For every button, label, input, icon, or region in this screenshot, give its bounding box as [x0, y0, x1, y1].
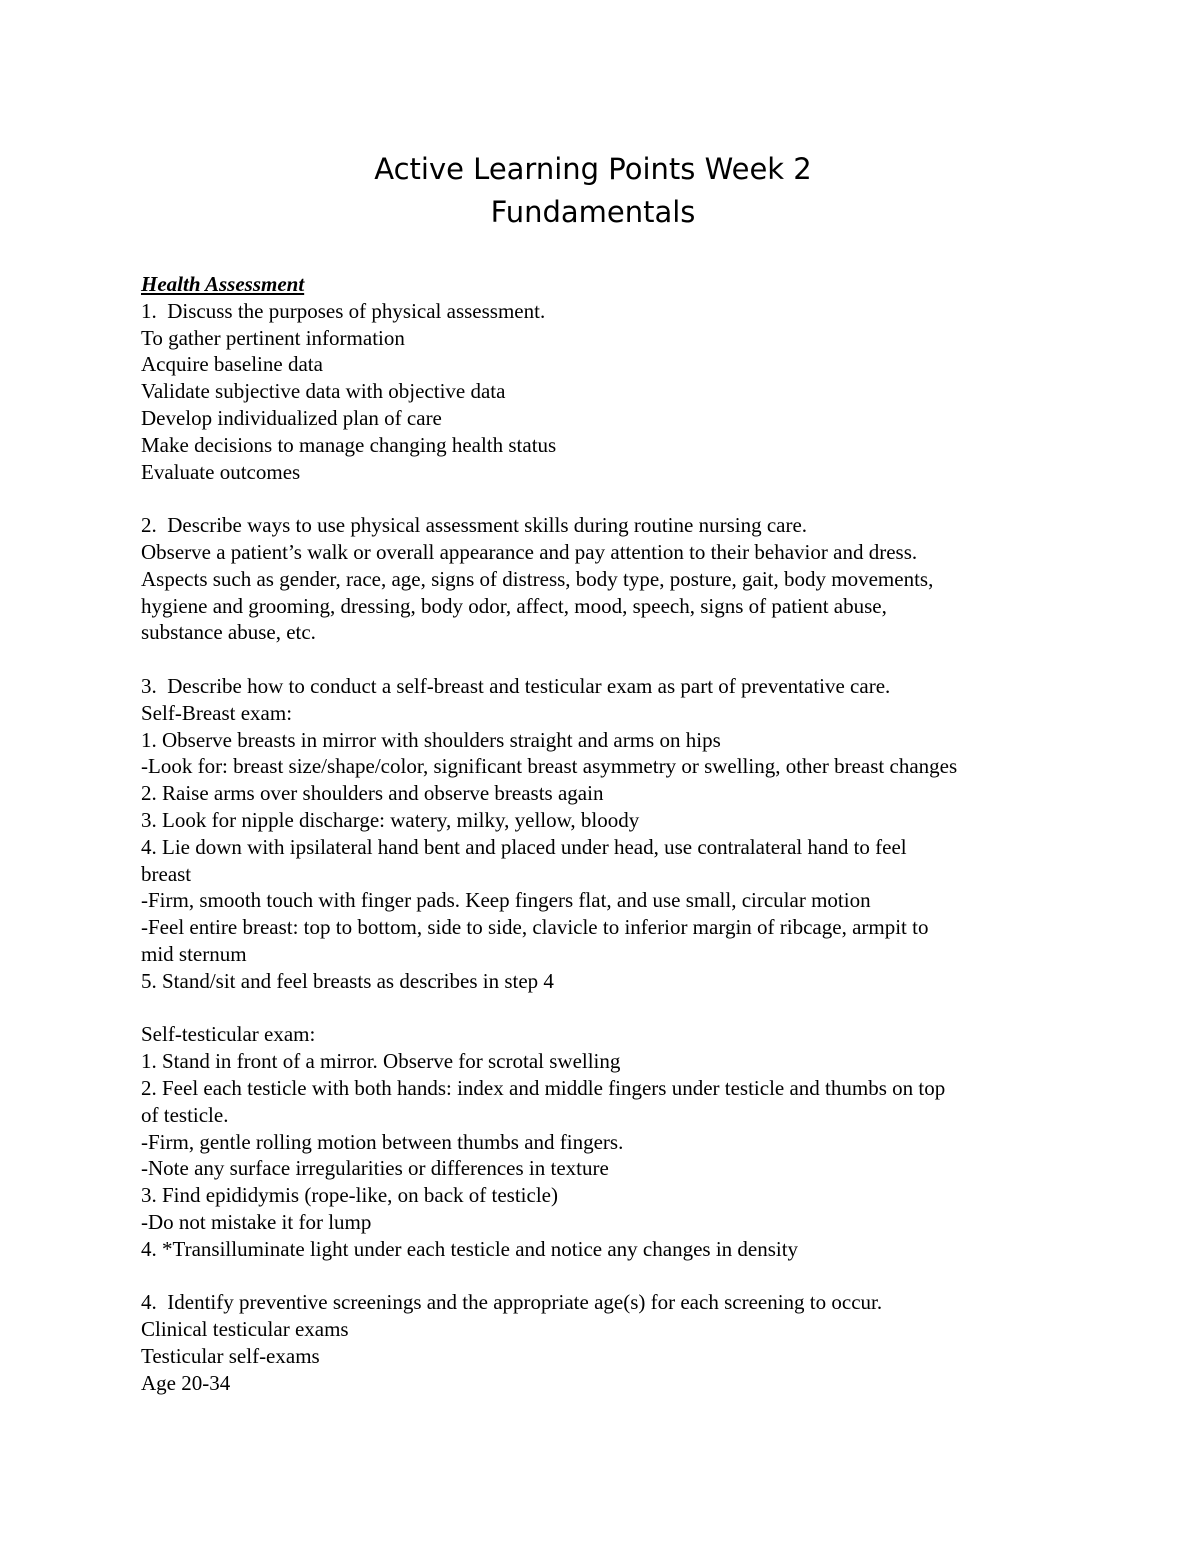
- answer-line: Evaluate outcomes: [141, 459, 301, 484]
- blank-line: [141, 646, 1101, 673]
- answer-line: Validate subjective data with objective data: [141, 379, 506, 404]
- answer-line: 5. Stand/sit and feel breasts as describes in step 4: [141, 968, 554, 993]
- answer-line: 2. Raise arms over shoulders and observe breasts again: [141, 781, 604, 806]
- answer-line: -Firm, gentle rolling motion between thumbs and fingers.: [141, 1129, 624, 1154]
- answer-line: Develop individualized plan of care: [141, 405, 442, 430]
- answer-line: 1. Stand in front of a mirror. Observe for scrotal swelling: [141, 1049, 621, 1074]
- document-body: [141, 271, 1101, 1396]
- answer-line: To gather pertinent information: [141, 325, 405, 350]
- question-2-prompt: 2. Describe ways to use physical assessment skills during routine nursing care.: [141, 513, 808, 538]
- answer-line: Make decisions to manage changing health status: [141, 432, 557, 457]
- document-title: [0, 148, 1186, 234]
- answer-line: 4. *Transilluminate light under each testicle and notice any changes in density: [141, 1236, 799, 1261]
- answer-line: hygiene and grooming, dressing, body odor, affect, mood, speech, signs of patient abuse,: [141, 593, 887, 618]
- answer-line: Observe a patient’s walk or overall appearance and pay attention to their behavior and dress.: [141, 539, 918, 564]
- question-4-prompt: 4. Identify preventive screenings and the appropriate age(s) for each screening to occur.: [141, 1290, 883, 1315]
- answer-line: 3. Find epididymis (rope-like, on back of testicle): [141, 1183, 558, 1208]
- question-3-prompt: 3. Describe how to conduct a self-breast and testicular exam as part of preventative care.: [141, 673, 891, 698]
- answer-line: -Note any surface irregularities or differences in texture: [141, 1156, 609, 1181]
- section-heading: Health Assessment: [141, 272, 305, 296]
- answer-line: 2. Feel each testicle with both hands: index and middle fingers under testicle and thumbs on top: [141, 1075, 946, 1100]
- answer-line: 3. Look for nipple discharge: watery, milky, yellow, bloody: [141, 807, 640, 832]
- answer-line: mid sternum: [141, 941, 247, 966]
- answer-line: Aspects such as gender, race, age, signs of distress, body type, posture, gait, body movements,: [141, 566, 934, 591]
- answer-line: Age 20-34: [141, 1370, 231, 1395]
- answer-line: substance abuse, etc.: [141, 620, 316, 645]
- title-line-1: Active Learning Points Week 2: [374, 152, 812, 186]
- answer-line: -Firm, smooth touch with finger pads. Keep fingers flat, and use small, circular motion: [141, 888, 871, 913]
- answer-line: -Look for: breast size/shape/color, significant breast asymmetry or swelling, other breast changes: [141, 754, 958, 779]
- testicular-exam-heading: Self-testicular exam:: [141, 1022, 316, 1047]
- blank-line: [141, 485, 1101, 512]
- answer-line: -Feel entire breast: top to bottom, side to side, clavicle to inferior margin of ribcage, armpit to: [141, 915, 929, 940]
- answer-line: 1. Observe breasts in mirror with shoulders straight and arms on hips: [141, 727, 721, 752]
- answer-line: of testicle.: [141, 1102, 229, 1127]
- blank-line: [141, 1262, 1101, 1289]
- answer-line: Acquire baseline data: [141, 352, 323, 377]
- question-1-prompt: 1. Discuss the purposes of physical assessment.: [141, 298, 546, 323]
- answer-line: 4. Lie down with ipsilateral hand bent and placed under head, use contralateral hand to feel: [141, 834, 907, 859]
- answer-line: breast: [141, 861, 192, 886]
- answer-line: Clinical testicular exams: [141, 1317, 349, 1342]
- answer-line: -Do not mistake it for lump: [141, 1209, 372, 1234]
- breast-exam-heading: Self-Breast exam:: [141, 700, 293, 725]
- title-line-2: Fundamentals: [490, 195, 696, 229]
- blank-line: [141, 995, 1101, 1022]
- answer-line: Testicular self-exams: [141, 1343, 320, 1368]
